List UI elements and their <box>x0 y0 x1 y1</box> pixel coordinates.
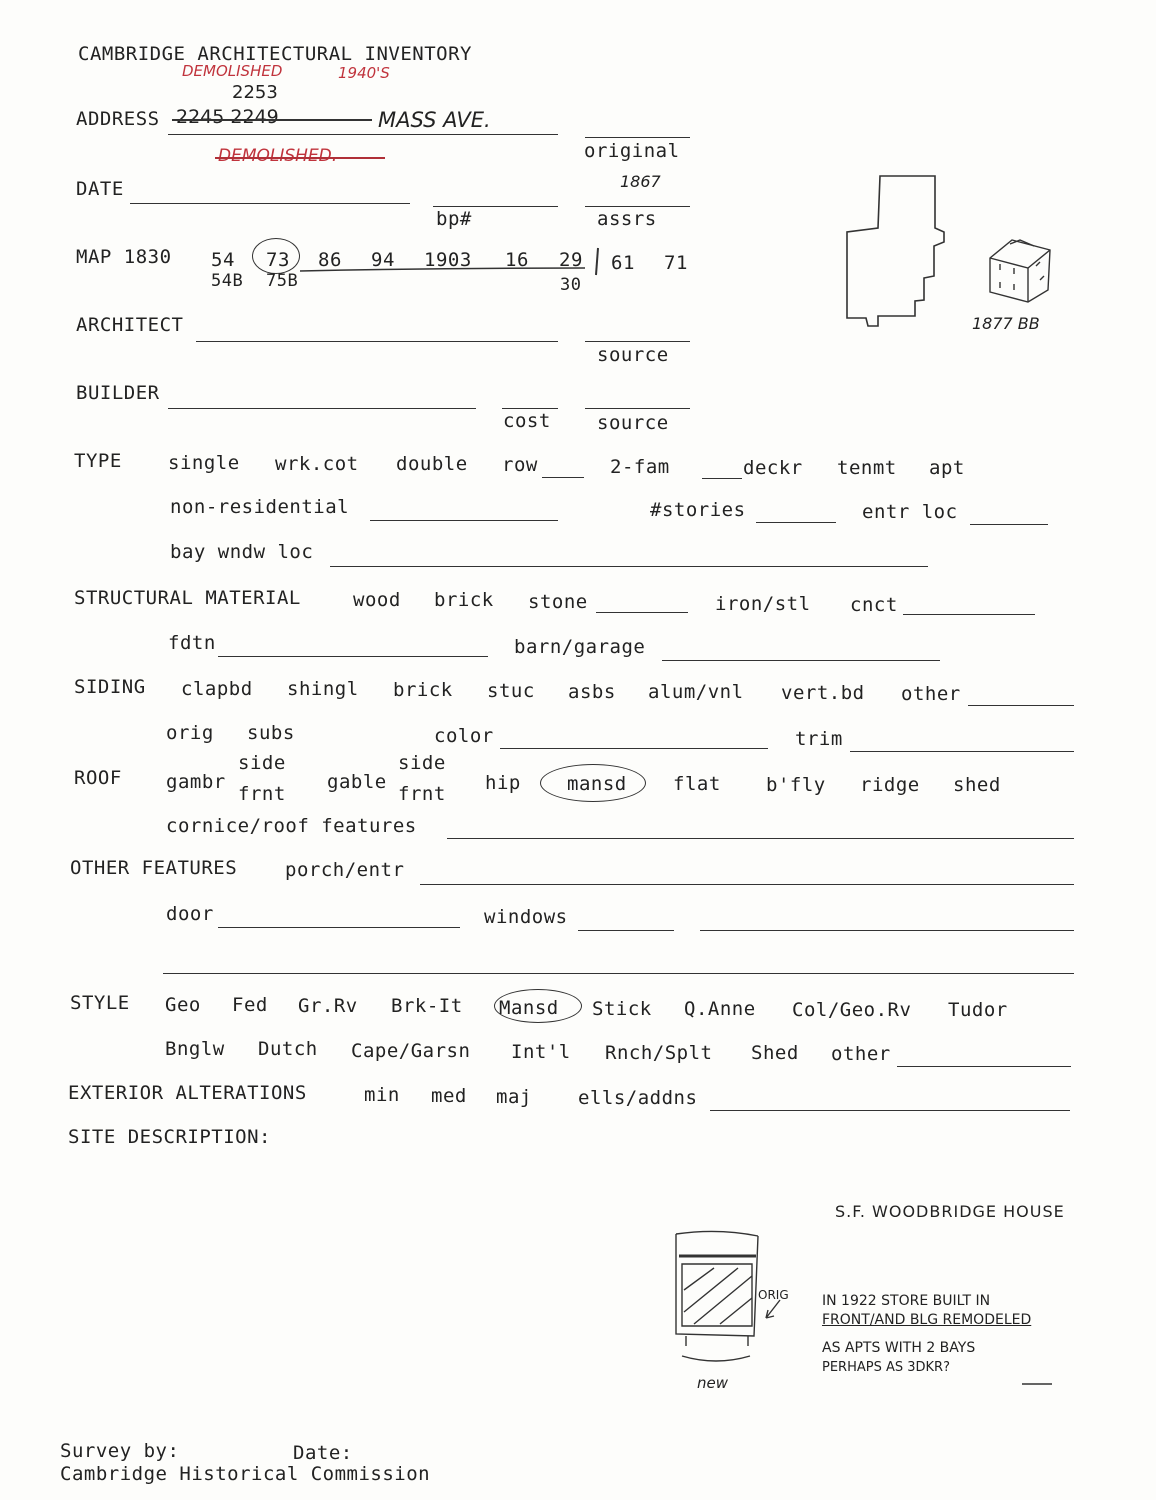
fdtn-label: fdtn <box>168 632 216 654</box>
siding-label: SIDING <box>74 676 146 698</box>
map-73: 73 <box>266 249 290 271</box>
roof-flat: flat <box>673 773 721 795</box>
roof-bfly: b'fly <box>766 774 826 796</box>
map-86: 86 <box>318 249 342 271</box>
style-gr-rv: Gr.Rv <box>298 995 358 1017</box>
style-label: STYLE <box>70 992 130 1014</box>
style-fed: Fed <box>232 994 268 1016</box>
map-54b: 54B <box>211 271 244 291</box>
footprint-plan-icon <box>847 176 944 326</box>
map-29: 29 <box>559 249 583 271</box>
style-geo: Geo <box>165 994 201 1016</box>
map-75b: 75B <box>266 271 299 291</box>
siding-orig: orig <box>166 722 214 744</box>
address-street: MASS AVE. <box>378 108 491 132</box>
cornice-label: cornice/roof features <box>166 815 417 837</box>
type-tenmt: tenmt <box>837 457 897 479</box>
demolished-annotation: DEMOLISHED <box>182 62 283 80</box>
style-tudor: Tudor <box>948 999 1008 1021</box>
storefront-sketch-icon <box>676 1231 1052 1384</box>
map-16: 16 <box>505 249 529 271</box>
porch-entr-label: porch/entr <box>285 859 405 881</box>
map-30: 30 <box>560 275 582 295</box>
map-94: 94 <box>371 249 395 271</box>
site-description-label: SITE DESCRIPTION: <box>68 1126 271 1148</box>
type-label: TYPE <box>74 450 122 472</box>
commission-label: Cambridge Historical Commission <box>60 1463 431 1485</box>
siding-vert-bd: vert.bd <box>781 682 865 704</box>
type-single: single <box>168 452 240 474</box>
barn-garage-label: barn/garage <box>514 636 646 658</box>
architect-source-label: source <box>597 344 669 366</box>
style-shed: Shed <box>751 1042 799 1064</box>
note-line-3: AS APTS WITH 2 BAYS <box>822 1340 976 1356</box>
style-stick: Stick <box>592 998 652 1020</box>
architect-label: ARCHITECT <box>76 314 184 336</box>
type-row: row <box>502 454 538 476</box>
roof-hip: hip <box>485 772 521 794</box>
survey-by-label: Survey by: <box>60 1440 180 1462</box>
roof-gambr: gambr <box>166 771 226 793</box>
roof-gable-side: side <box>398 752 446 774</box>
siding-shingl: shingl <box>287 678 359 700</box>
map-54: 54 <box>211 249 235 271</box>
date-value: 1867 <box>620 172 661 191</box>
structural-cnct: cnct <box>850 594 898 616</box>
orig-label: ORIG <box>758 1288 789 1302</box>
address-label: ADDRESS <box>76 108 160 130</box>
address-struck-numbers: 2245 2249 <box>176 106 279 128</box>
structural-wood: wood <box>353 589 401 611</box>
structural-iron: iron/stl <box>715 593 811 615</box>
style-cape-garsn: Cape/Garsn <box>351 1040 471 1062</box>
assrs-label: assrs <box>597 208 657 230</box>
structural-brick: brick <box>434 589 494 611</box>
windows-label: windows <box>484 906 568 928</box>
roof-shed: shed <box>953 774 1001 796</box>
style-bnglw: Bnglw <box>165 1038 225 1060</box>
structural-stone: stone <box>528 591 588 613</box>
siding-subs: subs <box>247 722 295 744</box>
date-label: DATE <box>76 178 124 200</box>
map-bracket-line <box>300 268 585 271</box>
builder-source-label: source <box>597 412 669 434</box>
address-number: 2253 <box>232 82 278 103</box>
builder-label: BUILDER <box>76 382 160 404</box>
bp-label: bp# <box>436 208 472 230</box>
type-apt: apt <box>929 457 965 479</box>
alterations-min: min <box>364 1084 400 1106</box>
note-line-1: IN 1922 STORE BUILT IN <box>822 1293 991 1309</box>
door-label: door <box>166 903 214 925</box>
new-label: new <box>697 1374 729 1392</box>
ells-addns-label: ells/addns <box>578 1087 698 1109</box>
entr-loc-label: entr loc <box>862 501 958 523</box>
structural-label: STRUCTURAL MATERIAL <box>74 587 301 609</box>
non-residential-label: non-residential <box>170 496 350 518</box>
style-rnch-splt: Rnch/Splt <box>605 1042 713 1064</box>
style-mansd: Mansd <box>499 997 559 1019</box>
note-line-4: PERHAPS AS 3DKR? <box>822 1360 950 1375</box>
form-title: CAMBRIDGE ARCHITECTURAL INVENTORY <box>78 43 472 65</box>
roof-gable: gable <box>327 771 387 793</box>
style-col-geo-rv: Col/Geo.Rv <box>792 999 912 1021</box>
map-1903: 1903 <box>424 249 472 271</box>
siding-other: other <box>901 683 961 705</box>
type-double: double <box>396 453 468 475</box>
survey-date-label: Date: <box>293 1442 353 1464</box>
style-intl: Int'l <box>511 1041 571 1063</box>
alterations-maj: maj <box>496 1086 532 1108</box>
siding-asbs: asbs <box>568 681 616 703</box>
type-deckr: deckr <box>743 457 803 479</box>
stories-label: #stories <box>650 499 746 521</box>
roof-gambr-frnt: frnt <box>238 783 286 805</box>
original-label: original <box>584 140 680 162</box>
exterior-alterations-label: EXTERIOR ALTERATIONS <box>68 1082 307 1104</box>
cost-label: cost <box>503 410 551 432</box>
map-label: MAP 1830 <box>76 246 172 268</box>
map-71: 71 <box>664 252 688 274</box>
demolished-year: 1940'S <box>338 64 390 82</box>
style-brk-it: Brk-It <box>391 995 463 1017</box>
house-sketch-icon <box>990 240 1050 302</box>
siding-brick: brick <box>393 679 453 701</box>
siding-trim: trim <box>795 728 843 750</box>
roof-gambr-side: side <box>238 752 286 774</box>
type-wrk-cot: wrk.cot <box>275 453 359 475</box>
siding-color: color <box>434 725 494 747</box>
siding-stuc: stuc <box>487 680 535 702</box>
style-other: other <box>831 1043 891 1065</box>
siding-alum-vnl: alum/vnl <box>648 681 744 703</box>
siding-clapbd: clapbd <box>181 678 253 700</box>
map-61: 61 <box>611 252 635 274</box>
bay-wndw-loc-label: bay wndw loc <box>170 541 314 563</box>
roof-label: ROOF <box>74 767 122 789</box>
roof-ridge: ridge <box>860 774 920 796</box>
owner-note: S.F. WOODBRIDGE HOUSE <box>835 1202 1065 1221</box>
map-divider <box>596 248 598 275</box>
sketch-year-note: 1877 BB <box>972 314 1040 333</box>
roof-gable-frnt: frnt <box>398 783 446 805</box>
roof-mansd: mansd <box>567 773 627 795</box>
other-features-label: OTHER FEATURES <box>70 857 238 879</box>
style-dutch: Dutch <box>258 1038 318 1060</box>
note-line-2: FRONT/AND BLG REMODELED <box>822 1312 1032 1328</box>
alterations-med: med <box>431 1085 467 1107</box>
type-2-fam: 2-fam <box>610 456 670 478</box>
style-q-anne: Q.Anne <box>684 998 756 1020</box>
demolished-under-address: DEMOLISHED. <box>218 146 338 166</box>
